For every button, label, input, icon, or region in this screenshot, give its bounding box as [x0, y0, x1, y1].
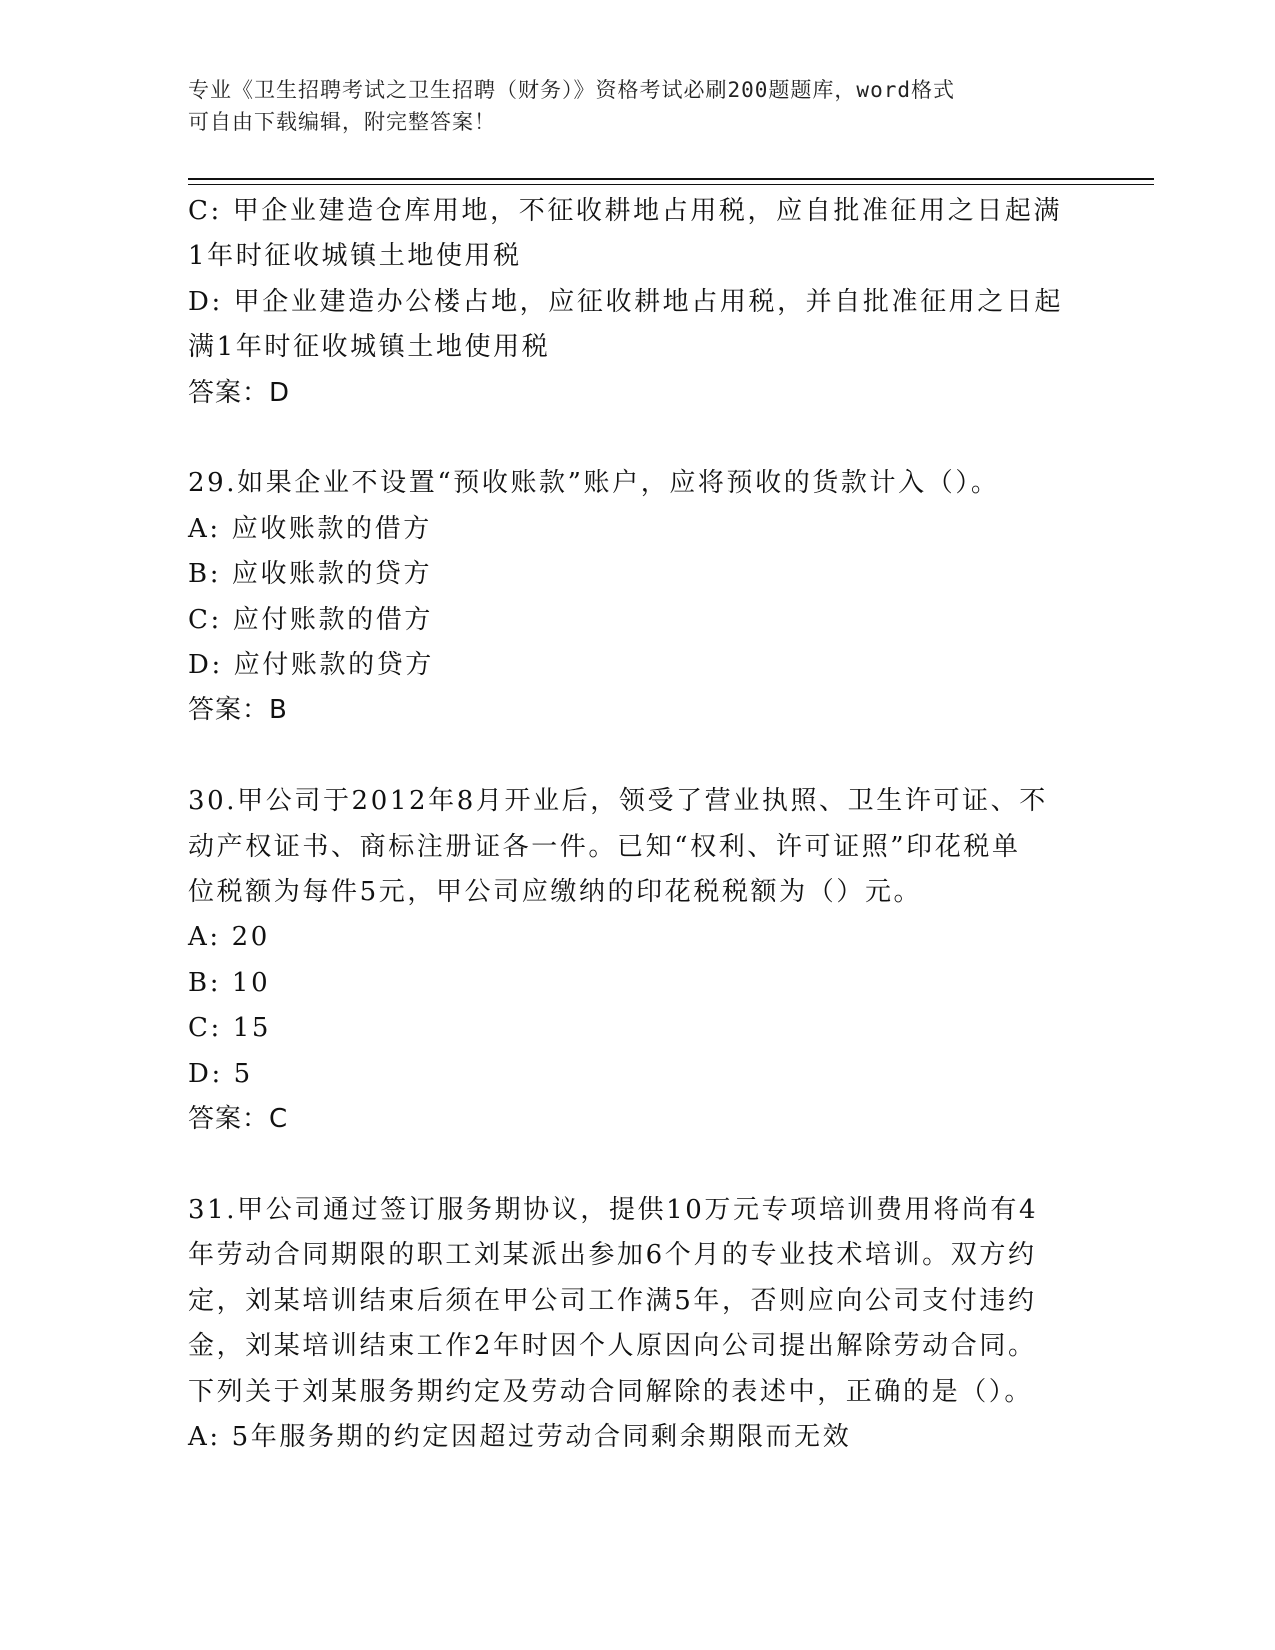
q30-option-d: D: 5 [188, 1058, 253, 1089]
q28-answer: 答案：D [188, 377, 291, 408]
document-body [188, 189, 1088, 1460]
q31-stem-line-5: 下列关于刘某服务期约定及劳动合同解除的表述中，正确的是（）。 [188, 1376, 1034, 1407]
spacer [188, 1143, 1088, 1188]
question-31 [188, 1188, 1088, 1460]
q30-option-c: C: 15 [188, 1013, 272, 1044]
q29-option-a: A: 应收账款的借方 [188, 513, 432, 544]
q30-stem-line-1: 30.甲公司于2012年8月开业后，领受了营业执照、卫生许可证、不 [188, 786, 1048, 817]
q28-option-c-line-1: C: 甲企业建造仓库用地，不征收耕地占用税，应自批准征用之日起满 [188, 196, 1063, 226]
spacer [188, 416, 1088, 461]
q30-stem-line-3: 位税额为每件5元，甲公司应缴纳的印花税税额为（）元。 [188, 877, 923, 908]
q29-option-b: B: 应收账款的贷方 [188, 559, 433, 590]
question-29 [188, 461, 1088, 733]
header-title-line-2: 可自由下载编辑，附完整答案！ [188, 110, 496, 134]
q28-option-c-line-2: 1年时征收城镇土地使用税 [188, 241, 522, 272]
q31-stem-line-4: 金，刘某培训结束工作2年时因个人原因向公司提出解除劳动合同。 [188, 1331, 1037, 1362]
q29-stem: 29.如果企业不设置“预收账款”账户，应将预收的货款计入（）。 [188, 468, 1000, 499]
q30-answer: 答案：C [188, 1104, 289, 1135]
header-rule-thick [188, 178, 1154, 180]
question-30 [188, 779, 1088, 1142]
q30-stem-line-2: 动产权证书、商标注册证各一件。已知“权利、许可证照”印花税单 [188, 831, 1021, 862]
q30-option-a: A: 20 [188, 922, 270, 953]
q29-option-c: C: 应付账款的借方 [188, 604, 433, 635]
header-rule-thin [188, 184, 1154, 185]
q29-answer: 答案：B [188, 695, 288, 726]
q31-stem-line-3: 定，刘某培训结束后须在甲公司工作满5年，否则应向公司支付违约 [188, 1285, 1037, 1316]
q31-option-a: A: 5年服务期的约定因超过劳动合同剩余期限而无效 [188, 1421, 852, 1452]
q29-option-d: D: 应付账款的贷方 [188, 650, 434, 681]
question-28-tail [188, 189, 1088, 416]
spacer [188, 734, 1088, 779]
header-title-line-1: 专业《卫生招聘考试之卫生招聘（财务）》资格考试必刷200题题库，word格式 [188, 78, 955, 102]
q30-option-b: B: 10 [188, 967, 271, 998]
q31-stem-line-1: 31.甲公司通过签订服务期协议，提供10万元专项培训费用将尚有4 [188, 1194, 1039, 1225]
page-header [188, 74, 1068, 138]
q28-option-d-line-2: 满1年时征收城镇土地使用税 [188, 332, 551, 363]
q28-option-d-line-1: D: 甲企业建造办公楼占地，应征收耕地占用税，并自批准征用之日起 [188, 286, 1064, 317]
q31-stem-line-2: 年劳动合同期限的职工刘某派出参加6个月的专业技术培训。双方约 [188, 1240, 1037, 1271]
